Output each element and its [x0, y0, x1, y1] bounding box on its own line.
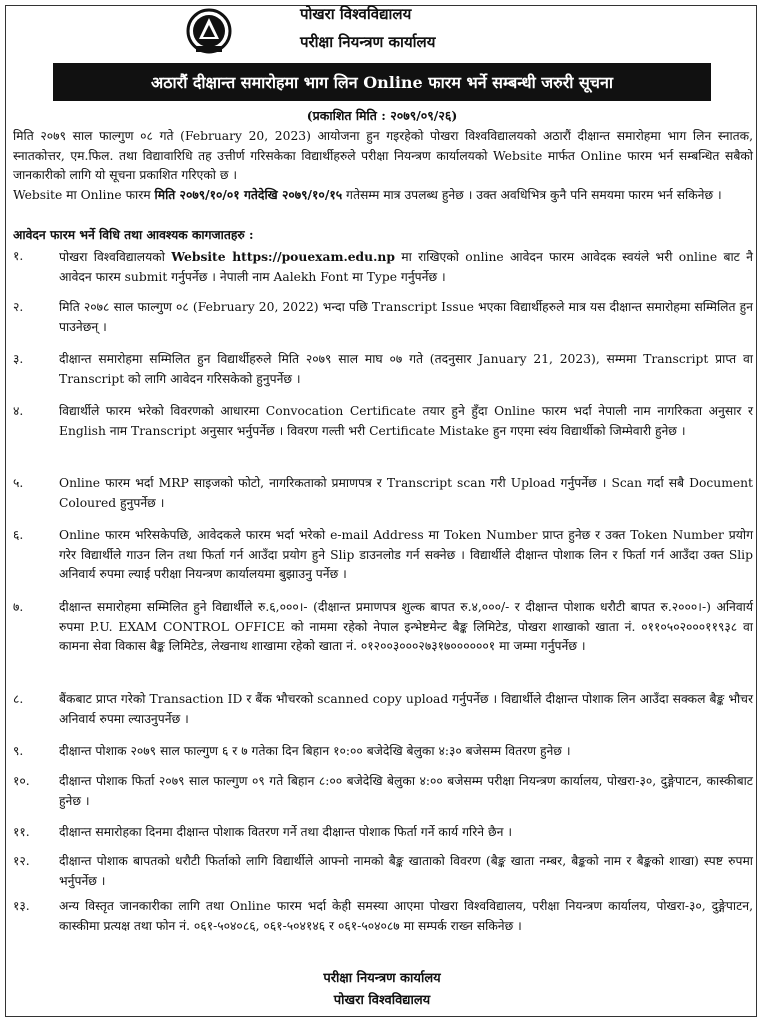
item-number: २. [13, 300, 24, 314]
footer-office: परीक्षा नियन्त्रण कार्यालय [323, 971, 441, 986]
item-text: Online फारम भरिसकेपछि, आवेदकले फारम भर्दा भरेको e-mail Address मा Token Number प्राप्त हुनेछ र उक्त Token Number प्रयोग गरेर विद्यार्थीले गाउन लिन तथा फिर्ता गर्न आउँदा प्रयोग हुने Slip डाउनलोड गर्न सक्नेछ । विद्यार्थीले दीक्षान्त पोशाक लिन र फिर्ता गर्न आउँदा उक्त Slip अनिवार्य रुपमा ल्याई परीक्षा नियन्त्रण कार्यालयमा बुझाउनु पर्नेछ । [59, 528, 753, 582]
item-text: विद्यार्थीले फारम भरेको विवरणको आधारमा Convocation Certificate तयार हुने हुँदा Online फारम भर्दा नेपाली नाम नागरिकता अनुसार र English नाम Transcript अनुसार भर्नुपर्नेछ । विवरण गल्ती भरी Certificate Mistake हुन गएमा स्वंय विद्यार्थीको जिम्मेवारी हुनेछ । [59, 404, 753, 438]
item-text [59, 247, 753, 287]
item-text: दीक्षान्त पोशाक २०७९ साल फाल्गुण ६ र ७ गतेका दिन बिहान १०:०० बजेदेखि बेलुका ४:३० बजेसम्म वितरण हुनेछ । [59, 744, 571, 758]
university-logo-icon [186, 6, 232, 56]
item-number: १२. [13, 854, 30, 868]
notice-title-bar [53, 63, 711, 101]
intro-paragraph: मिति २०७९ साल फाल्गुण ०८ गते (February 20, 2023) आयोजना हुन गइरहेको पोखरा विश्वविद्यालयको अठारौं दीक्षान्त समारोहमा भाग लिन स्नातक, स्नातकोत्तर, एम.फिल. तथा विद्यावारिधि तह उत्तीर्ण गरिसकेका विद्यार्थीहरुले परीक्षा नियन्त्रण कार्यालयको Website मार्फत Online फारम भर्न सम्बन्धित सबैको जानकारीको लागि यो सूचना प्रकाशित गरिएको छ । [13, 129, 753, 183]
item-text: Online फारम भर्दा MRP साइजको फोटो, नागरिकताको प्रमाणपत्र र Transcript scan गरी Upload गर्नुपर्नेछ । Scan गर्दा सबै Document Coloured हुनुपर्नेछ । [59, 476, 753, 510]
website-link-text: Website https://pouexam.edu.np [171, 249, 395, 264]
item-text: दीक्षान्त पोशाक बापतको धरौटी फिर्ताको लागि विद्यार्थीले आफ्नो नामको बैङ्क खाताको विवरण (बैङ्क खाता नम्बर, बैङ्कको नाम र बैङ्कको शाखा) स्पष्ट रुपमा भर्नुपर्नेछ । [59, 854, 753, 888]
list-item [13, 474, 753, 513]
item-number: १३. [13, 899, 30, 913]
item-text: दीक्षान्त समारोहका दिनमा दीक्षान्त पोशाक वितरण गर्ने तथा दीक्षान्त पोशाक फिर्ता गर्ने कार्य गरिने छैन । [59, 825, 512, 839]
item-number: ९. [13, 744, 24, 758]
item-text: दीक्षान्त समारोहमा सम्मिलित हुने विद्यार्थीले रु.६,०००।- (दीक्षान्त प्रमाणपत्र शुल्क बापत रु.४,०००/- र दीक्षान्त पोशाक धरौटी बापत रु.२०००।-) अनिवार्य रुपमा P.U. EXAM CONTROL OFFICE को नाममा रहेको नेपाल इन्भेष्टमेन्ट बैङ्क लिमिटेड, पोखरा शाखाको खाता नं. ०११०५०२०००११९३८ वा कामना सेवा विकास बैङ्क लिमिटेड, लेखनाथ शाखामा रहेको खाता नं. ०१२००३०००२७३१७००००००१ मा जम्मा गर्नुपर्नेछ । [59, 600, 753, 654]
office-name: परीक्षा नियन्त्रण कार्यालय [300, 33, 436, 51]
availability-text-end: गतेसम्म मात्र उपलब्ध हुनेछ । उक्त अवधिभित्र कुनै पनि समयमा फारम भर्न सकिनेछ । [342, 188, 722, 202]
item-text: बैंकबाट प्राप्त गरेको Transaction ID र बैंक भौचरको scanned copy upload गर्नुपर्नेछ । विद्यार्थीले दीक्षान्त पोशाक लिन आउँदा सक्कल बैङ्क भौचर अनिवार्य रुपमा ल्याउनुपर्नेछ । [59, 692, 753, 726]
item-number: ८. [13, 692, 24, 706]
list-item [13, 298, 753, 337]
item-number: ४. [13, 404, 24, 418]
item-text-start: पोखरा विश्वविद्यालयको [59, 250, 172, 264]
availability-paragraph [13, 185, 753, 206]
published-date: (प्रकाशित मिति : २०७९/०९/२६) [306, 108, 458, 123]
list-item [13, 742, 753, 762]
list-item [13, 852, 753, 891]
item-text: मिति २०७८ साल फाल्गुण ०८ (February 20, 2022) भन्दा पछि Transcript Issue भएका विद्यार्थीहरुले मात्र यस दीक्षान्त समारोहमा सम्मिलित हुन पाउनेछन् । [59, 300, 753, 334]
list-item [13, 897, 753, 936]
item-number: १. [13, 249, 24, 263]
list-item [13, 402, 753, 441]
item-number: १०. [13, 774, 30, 788]
notice-title: अठारौं दीक्षान्त समारोहमा भाग लिन Online फारम भर्ने सम्बन्धी जरुरी सूचना [150, 73, 613, 92]
list-item [13, 772, 753, 811]
item-text: दीक्षान्त समारोहमा सम्मिलित हुन विद्यार्थीहरुले मिति २०७९ साल माघ ०७ गते (तदनुसार January 21, 2023), सम्ममा Transcript प्राप्त वा Transcript को लागि आवेदन गरिसकेको हुनुपर्नेछ । [59, 352, 753, 386]
item-number: ३. [13, 352, 24, 366]
list-item [13, 247, 753, 287]
list-item [13, 690, 753, 729]
list-item [13, 598, 753, 657]
availability-dates: मिति २०७९/१०/०१ गतेदेखि २०७९/१०/१५ [154, 187, 343, 202]
item-number: ११. [13, 825, 30, 839]
item-number: ७. [13, 600, 24, 614]
item-text: अन्य विस्तृत जानकारीका लागि तथा Online फारम भर्दा केही समस्या आएमा पोखरा विश्वविद्यालय, परीक्षा नियन्त्रण कार्यालय, पोखरा-३०, दुङ्गेपाटन, कास्कीमा प्रत्यक्ष तथा फोन नं. ०६१-५०४०८६, ०६१-५०४१४६ र ०६१-५०४०८७ मा सम्पर्क राख्न सकिनेछ । [59, 899, 753, 933]
availability-text: Website मा Online फारम [13, 188, 155, 202]
item-text-end: मा राखिएको online आवेदन फारम आवेदक स्वयंले भरी online बाट नै आवेदन फारम submit गर्नुपर्नेछ । नेपाली नाम Aalekh Font मा Type गर्नुपर्नेछ । [59, 250, 753, 284]
list-item [13, 526, 753, 585]
item-number: ५. [13, 476, 24, 490]
item-number: ६. [13, 528, 24, 542]
requirements-heading: आवेदन फारम भर्ने विधि तथा आवश्यक कागजातहरु : [13, 227, 254, 242]
university-name: पोखरा विश्वविद्यालय [300, 5, 412, 23]
item-text: दीक्षान्त पोशाक फिर्ता २०७९ साल फाल्गुण ०९ गते बिहान ८:०० बजेदेखि बेलुका ४:०० बजेसम्म परीक्षा नियन्त्रण कार्यालय, पोखरा-३०, दुङ्गेपाटन, कास्कीबाट हुनेछ । [59, 774, 753, 808]
list-item [13, 823, 753, 843]
footer-university: पोखरा विश्वविद्यालय [333, 993, 431, 1008]
list-item [13, 350, 753, 389]
